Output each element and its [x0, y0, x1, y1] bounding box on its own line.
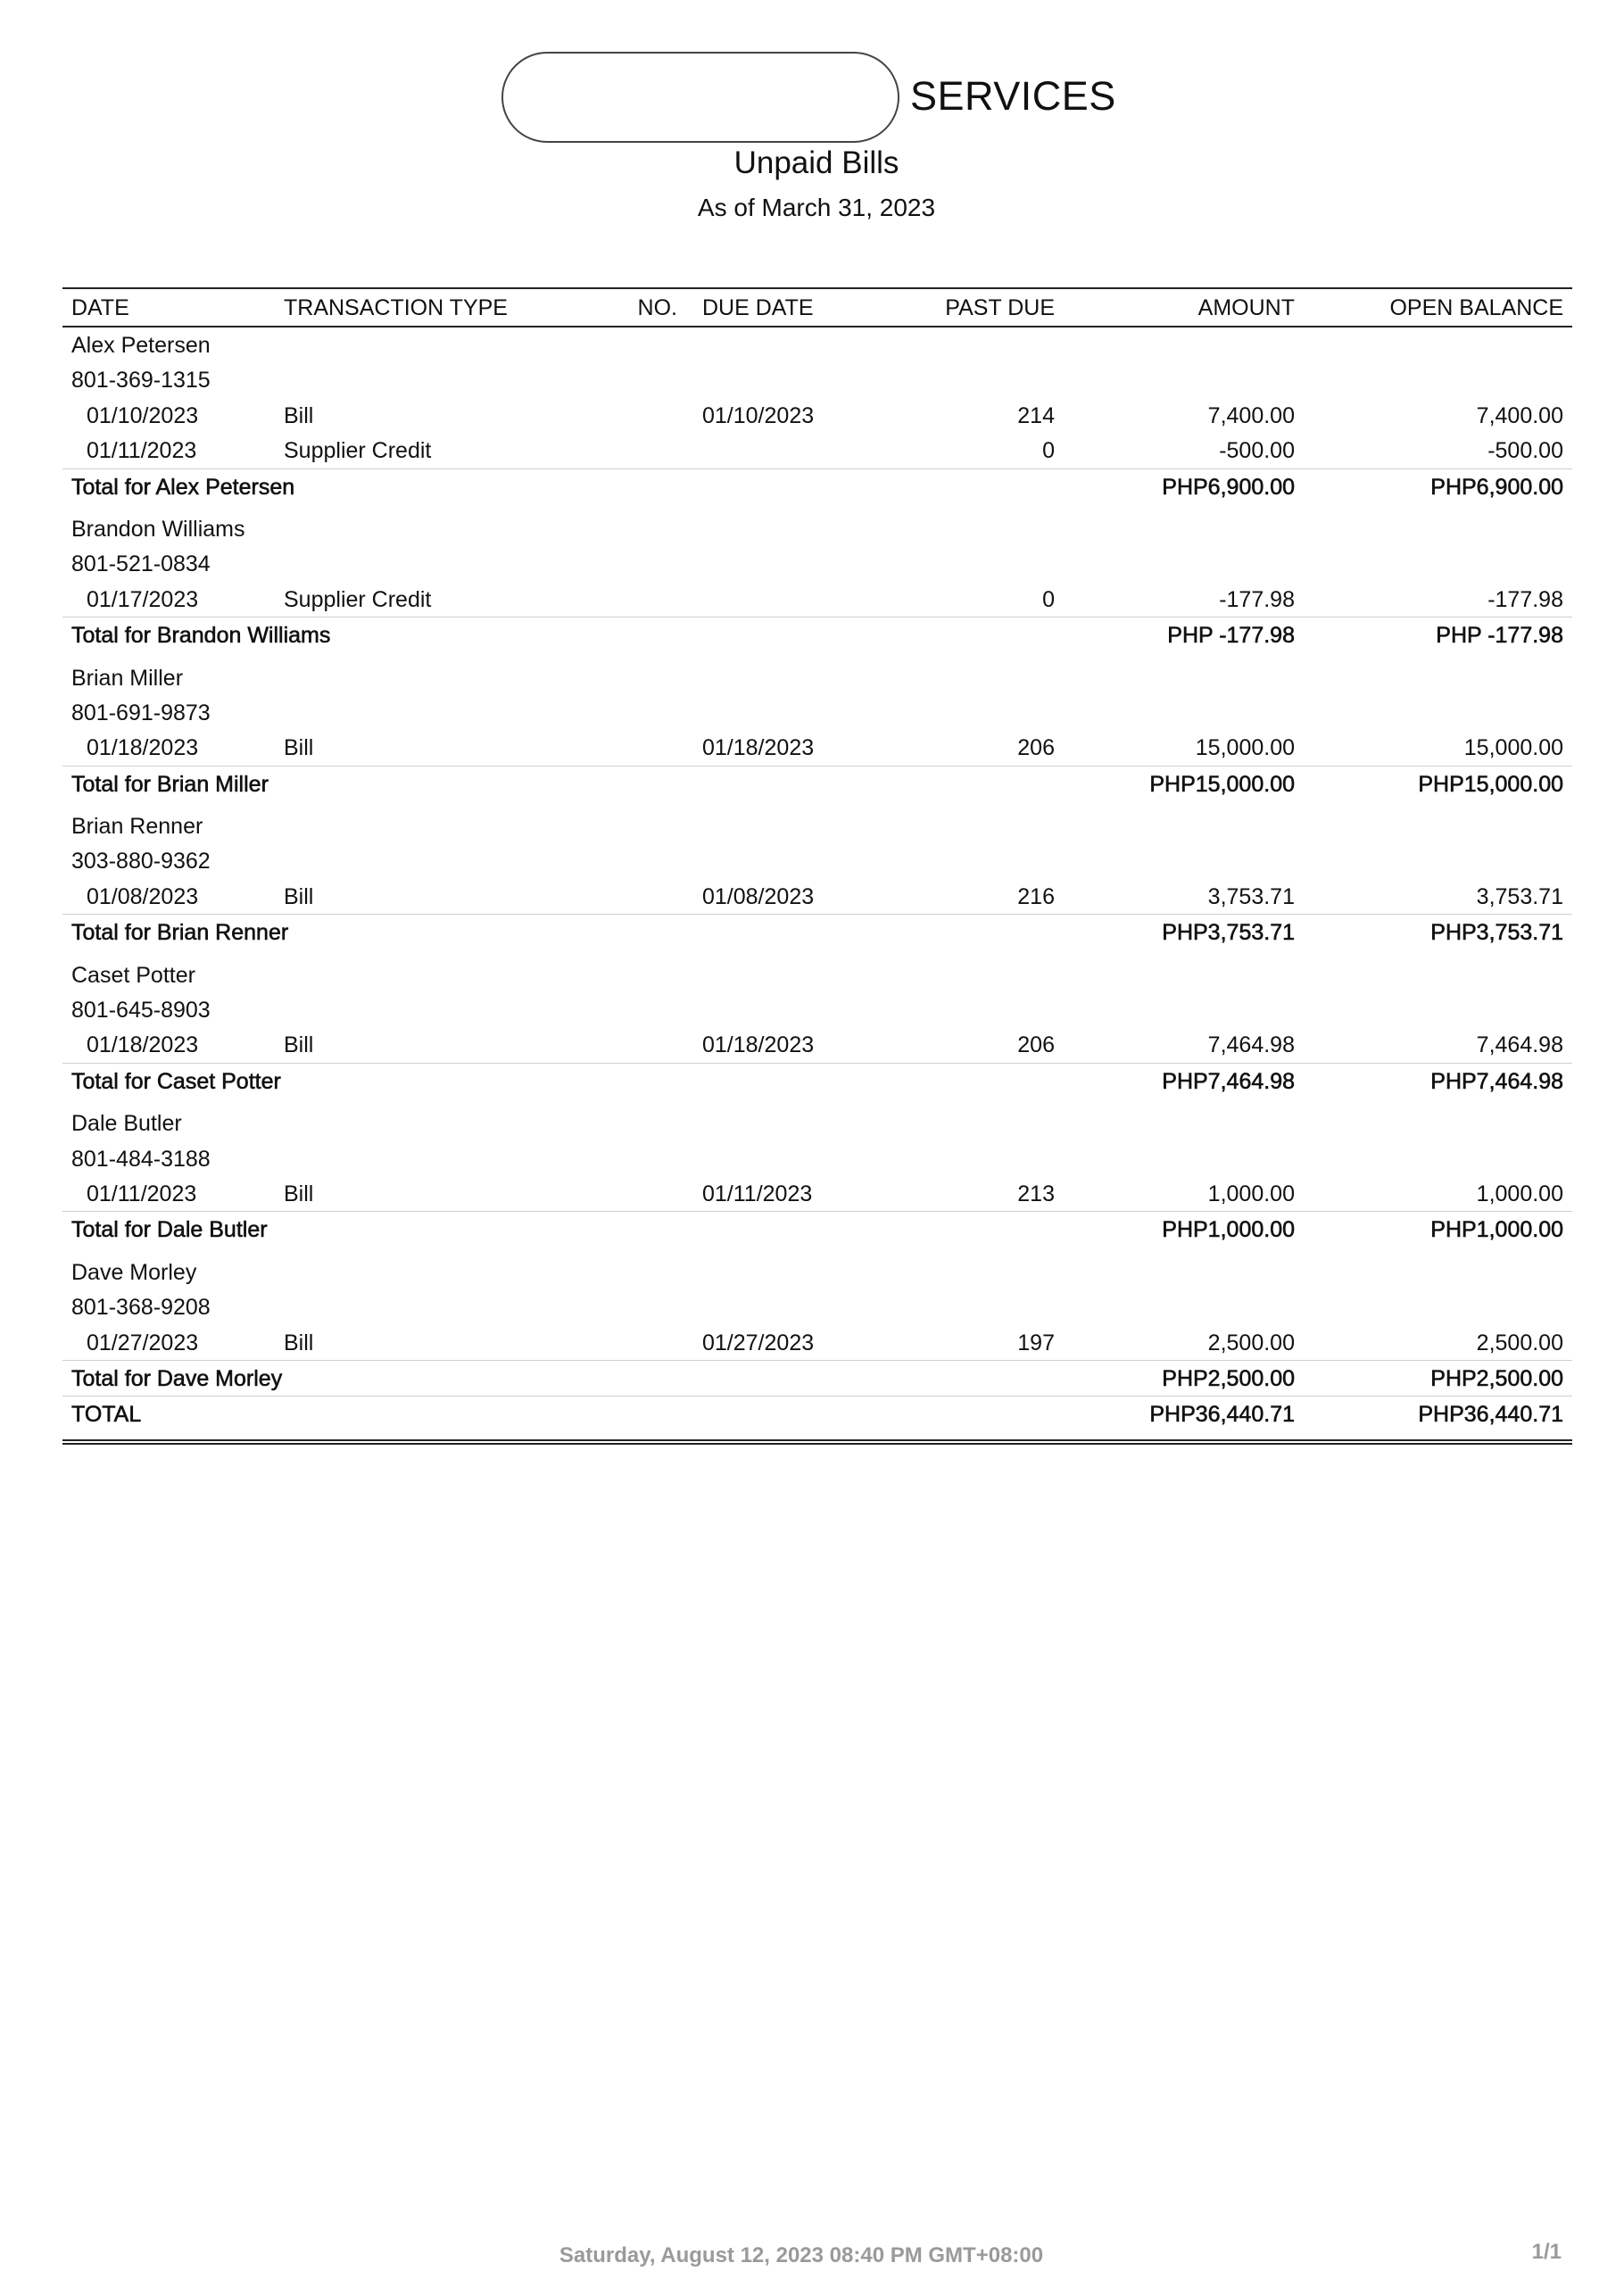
- txn-date: 01/18/2023: [87, 1032, 199, 1058]
- vendor-total-row: [62, 1360, 1572, 1396]
- txn-amount: 2,500.00: [1207, 1330, 1295, 1355]
- txn-date: 01/08/2023: [87, 883, 199, 909]
- vendor-total-amount: PHP6,900.00: [1162, 474, 1295, 500]
- txn-past-due: 213: [1017, 1181, 1055, 1206]
- transaction-row: [62, 433, 1572, 468]
- company-name: SERVICES: [910, 73, 1116, 119]
- txn-amount: -177.98: [1219, 586, 1295, 612]
- col-no: NO.: [637, 295, 677, 320]
- txn-type: Bill: [284, 735, 314, 761]
- transaction-row: [62, 1176, 1572, 1211]
- vendor-name: Dave Morley: [71, 1259, 197, 1285]
- txn-date: 01/18/2023: [87, 735, 199, 761]
- vendor-name-row: [62, 1106, 1572, 1140]
- txn-past-due: 197: [1017, 1330, 1055, 1355]
- txn-due-date: 01/27/2023: [702, 1330, 815, 1355]
- txn-open-balance: 3,753.71: [1476, 883, 1563, 909]
- txn-due-date: 01/11/2023: [702, 1181, 813, 1206]
- vendor-phone-row: [62, 1289, 1572, 1324]
- txn-past-due: 216: [1017, 883, 1055, 909]
- vendor-phone-row: [62, 695, 1572, 730]
- vendor-name: Brian Miller: [71, 665, 184, 691]
- vendor-total-label: Total for Dale Butler: [71, 1217, 268, 1243]
- txn-amount: 3,753.71: [1207, 883, 1295, 909]
- vendor-total-open-balance: PHP6,900.00: [1430, 474, 1563, 500]
- vendor-name-row: [62, 957, 1572, 992]
- txn-type: Bill: [284, 1181, 314, 1206]
- vendor-phone-row: [62, 843, 1572, 878]
- txn-open-balance: 1,000.00: [1476, 1181, 1563, 1206]
- txn-past-due: 0: [1042, 586, 1055, 612]
- vendor-total-label: Total for Caset Potter: [71, 1068, 281, 1094]
- col-open-balance: OPEN BALANCE: [1389, 295, 1563, 320]
- vendor-name-row: [62, 808, 1572, 843]
- txn-amount: 7,400.00: [1207, 402, 1295, 428]
- txn-date: 01/11/2023: [87, 1181, 197, 1206]
- txn-open-balance: -500.00: [1487, 438, 1563, 464]
- vendor-total-row: [62, 617, 1572, 652]
- txn-due-date: 01/18/2023: [702, 1032, 815, 1058]
- vendor-total-label: Total for Brian Miller: [71, 771, 269, 797]
- vendor-name: Caset Potter: [71, 962, 195, 988]
- vendor-phone: 801-369-1315: [71, 368, 211, 394]
- grand-total-row: [62, 1396, 1572, 1445]
- vendor-name-row: [62, 511, 1572, 546]
- txn-type: Supplier Credit: [284, 438, 432, 464]
- txn-open-balance: 15,000.00: [1463, 735, 1563, 761]
- vendor-total-amount: PHP2,500.00: [1162, 1365, 1295, 1391]
- vendor-name: Alex Petersen: [71, 333, 211, 358]
- vendor-total-open-balance: PHP2,500.00: [1430, 1365, 1563, 1391]
- table-header: [62, 287, 1572, 327]
- vendor-total-open-balance: PHP7,464.98: [1430, 1068, 1563, 1094]
- vendor-total-row: [62, 766, 1572, 801]
- company-logo-placeholder: [501, 52, 899, 143]
- vendor-total-open-balance: PHP15,000.00: [1418, 771, 1563, 797]
- grand-total-open-balance: PHP36,440.71: [1418, 1402, 1563, 1428]
- vendor-total-open-balance: PHP -177.98: [1436, 623, 1563, 649]
- grand-total-label: TOTAL: [71, 1402, 142, 1428]
- unpaid-bills-table: [62, 287, 1572, 1445]
- col-due-date: DUE DATE: [702, 295, 814, 320]
- grand-total-amount: PHP36,440.71: [1149, 1402, 1295, 1428]
- vendor-total-row: [62, 914, 1572, 949]
- txn-type: Supplier Credit: [284, 586, 432, 612]
- vendor-name: Brandon Williams: [71, 516, 245, 542]
- txn-open-balance: 7,400.00: [1476, 402, 1563, 428]
- transaction-row: [62, 398, 1572, 433]
- report-date: As of March 31, 2023: [697, 194, 936, 221]
- table-body: [62, 327, 1572, 1396]
- transaction-row: [62, 582, 1572, 617]
- txn-open-balance: -177.98: [1487, 586, 1563, 612]
- vendor-phone: 801-645-8903: [71, 998, 211, 1024]
- vendor-total-amount: PHP1,000.00: [1162, 1217, 1295, 1243]
- vendor-total-amount: PHP7,464.98: [1162, 1068, 1295, 1094]
- col-amount: AMOUNT: [1197, 295, 1295, 320]
- vendor-phone-row: [62, 546, 1572, 581]
- txn-amount: 15,000.00: [1195, 735, 1295, 761]
- txn-type: Bill: [284, 1032, 314, 1058]
- txn-date: 01/17/2023: [87, 586, 199, 612]
- txn-date: 01/10/2023: [87, 402, 199, 428]
- txn-open-balance: 7,464.98: [1476, 1032, 1563, 1058]
- transaction-row: [62, 1325, 1572, 1360]
- vendor-name-row: [62, 1255, 1572, 1289]
- vendor-total-label: Total for Alex Petersen: [71, 474, 295, 500]
- txn-past-due: 0: [1042, 438, 1055, 464]
- txn-amount: -500.00: [1219, 438, 1295, 464]
- col-past-due: PAST DUE: [945, 295, 1055, 320]
- vendor-phone-row: [62, 362, 1572, 397]
- vendor-phone: 801-691-9873: [71, 700, 211, 725]
- col-transaction-type: TRANSACTION TYPE: [284, 295, 508, 320]
- report-title: Unpaid Bills: [733, 145, 899, 180]
- footer-timestamp: Saturday, August 12, 2023 08:40 PM GMT+08:00: [559, 2243, 1044, 2267]
- txn-open-balance: 2,500.00: [1476, 1330, 1563, 1355]
- page-number: 1/1: [1531, 2240, 1562, 2264]
- txn-type: Bill: [284, 1330, 314, 1355]
- vendor-name: Dale Butler: [71, 1111, 182, 1137]
- vendor-total-label: Total for Brian Renner: [71, 920, 289, 946]
- txn-amount: 7,464.98: [1207, 1032, 1295, 1058]
- txn-due-date: 01/08/2023: [702, 883, 815, 909]
- txn-past-due: 206: [1017, 1032, 1055, 1058]
- txn-date: 01/27/2023: [87, 1330, 199, 1355]
- vendor-total-label: Total for Dave Morley: [71, 1365, 283, 1391]
- vendor-total-open-balance: PHP1,000.00: [1430, 1217, 1563, 1243]
- vendor-total-row: [62, 1063, 1572, 1098]
- txn-type: Bill: [284, 883, 314, 909]
- transaction-row: [62, 1027, 1572, 1062]
- col-date: DATE: [71, 295, 129, 320]
- vendor-name-row: [62, 660, 1572, 695]
- txn-due-date: 01/10/2023: [702, 402, 815, 428]
- vendor-phone-row: [62, 992, 1572, 1027]
- vendor-phone: 801-368-9208: [71, 1295, 211, 1321]
- txn-due-date: 01/18/2023: [702, 735, 815, 761]
- vendor-total-row: [62, 1211, 1572, 1247]
- vendor-name-row: [62, 327, 1572, 362]
- vendor-total-amount: PHP -177.98: [1167, 623, 1295, 649]
- txn-date: 01/11/2023: [87, 438, 197, 464]
- vendor-phone-row: [62, 1141, 1572, 1176]
- transaction-row: [62, 879, 1572, 914]
- txn-amount: 1,000.00: [1207, 1181, 1295, 1206]
- vendor-name: Brian Renner: [71, 814, 203, 840]
- transaction-row: [62, 730, 1572, 765]
- txn-past-due: 206: [1017, 735, 1055, 761]
- vendor-total-amount: PHP15,000.00: [1149, 771, 1295, 797]
- vendor-phone: 303-880-9362: [71, 849, 211, 874]
- vendor-phone: 801-484-3188: [71, 1146, 211, 1172]
- vendor-total-amount: PHP3,753.71: [1162, 920, 1295, 946]
- txn-past-due: 214: [1017, 402, 1055, 428]
- vendor-total-open-balance: PHP3,753.71: [1430, 920, 1563, 946]
- vendor-total-label: Total for Brandon Williams: [71, 623, 331, 649]
- vendor-phone: 801-521-0834: [71, 551, 211, 577]
- txn-type: Bill: [284, 402, 314, 428]
- vendor-total-row: [62, 468, 1572, 504]
